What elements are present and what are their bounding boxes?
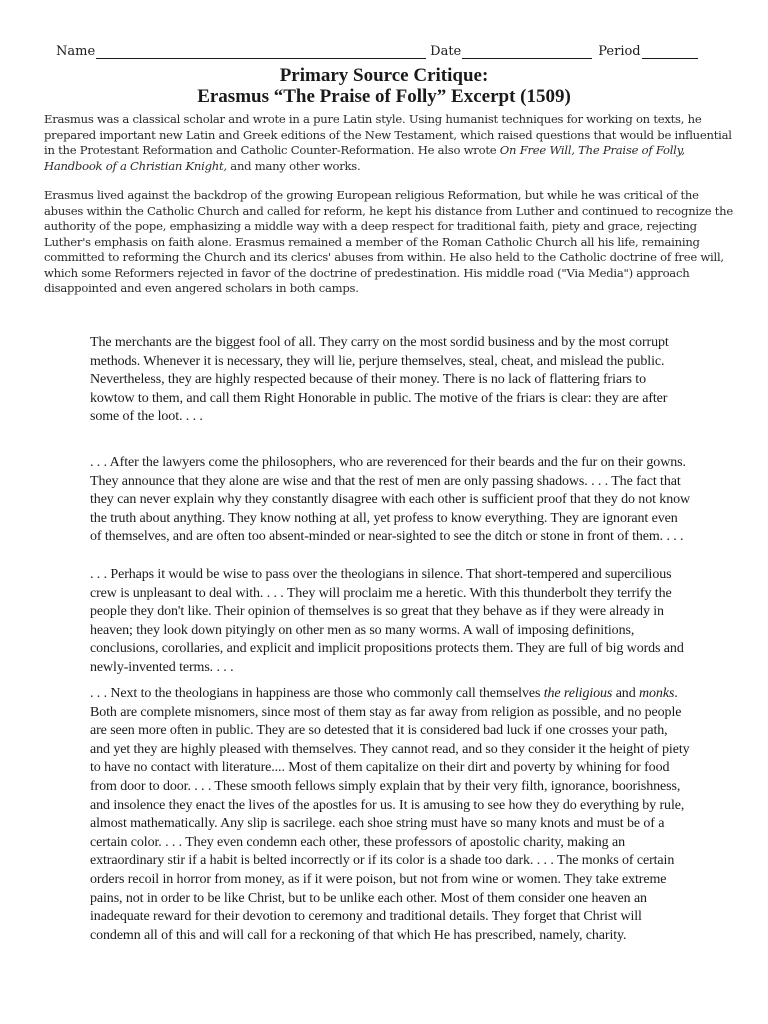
intro-works-list: On Free Will, The Praise of Folly, Handbook of a Christian Knight, xyxy=(44,143,685,173)
excerpt-paragraph-philosophers: . . . After the lawyers come the philosophers, who are reverenced for their beards and the fur on their gowns. They announce that they alone are wise and that the rest of men are only passing shadows. . . . The fact that they can never explain why they constantly disagree with each other is sufficient proof that they do not know the truth about anything. They know nothing at all, yet profess to know everything. They are ignorant even of themselves, and are often too absent-minded or near-sighted to see the ditch or stone in front of them. . . . xyxy=(90,455,691,545)
date-blank xyxy=(462,46,592,59)
period-label: Period xyxy=(598,44,641,59)
student-info-line xyxy=(56,44,712,59)
excerpt-paragraph-monks xyxy=(90,685,690,945)
intro-paragraph-1 xyxy=(44,112,734,174)
monks-italic-monks: monks xyxy=(639,686,675,701)
date-label: Date xyxy=(430,44,462,59)
monks-text-start: . . . Next to the theologians in happiness are those who commonly call themselves xyxy=(90,686,544,701)
intro-paragraph-1-text: Erasmus was a classical scholar and wrote in a pure Latin style. Using humanist techniques for working on texts, he prepared important new Latin and Greek editions of the New Testament, which raised questions that would be influential in the Protestant Reformation and Catholic Counter-Reformation. He also wrote xyxy=(44,112,732,157)
monks-italic-religious: the religious xyxy=(543,686,613,701)
excerpt-paragraph-merchants: The merchants are the biggest fool of all. They carry on the most sordid business and by the most corrupt methods. Whenever it is necessary, they will lie, perjure themselves, steal, cheat, and mislead the public. Nevertheless, they are highly respected because of their money. There is no lack of flattering friars to kowtow to them, and call them Right Honorable in public. The motive of the friars is clear: they are after some of the loot. . . . xyxy=(90,335,669,425)
monks-text-and: and xyxy=(612,686,640,701)
intro-paragraph-2: Erasmus lived against the backdrop of the growing European religious Reformation, but while he was critical of the abuses within the Catholic Church and called for reform, he kept his distance from Luther and continued to recognize the authority of the pope, emphasizing a middle way with a deep respect for traditional faith, piety and grace, rejecting Luther's emphasis on faith alone. Erasmus remained a member of the Roman Catholic Church all his life, remaining committed to reforming the Church and its clerics' abuses from within. He also held to the Catholic doctrine of free will, which some Reformers rejected in favor of the doctrine of predestination. His middle road ("Via Media") approach disappointed and even angered scholars in both camps. xyxy=(44,188,734,295)
excerpt-paragraph-theologians: . . . Perhaps it would be wise to pass over the theologians in silence. That short-tempered and supercilious crew is unpleasant to deal with. . . . They will proclaim me a heretic. With this thunderbolt they terrify the people they don't like. Their opinion of themselves is so great that they behave as if they were already in heaven; they look down pityingly on other men as so many worms. A wall of imposing definitions, conclusions, corollaries, and explicit and implicit propositions protects them. They are full of big words and newly-invented terms. . . . xyxy=(90,567,684,675)
page-subtitle: Erasmus “The Praise of Folly” Excerpt (1509) xyxy=(197,86,571,107)
name-blank xyxy=(96,46,426,59)
name-label: Name xyxy=(56,44,96,59)
intro-paragraph-1-end: and many other works. xyxy=(226,158,361,173)
period-blank xyxy=(642,46,698,59)
monks-text-rest: . Both are complete misnomers, since most of them stay as far away from religion as possible, and no people are seen more often in public. They are so detested that it is considered bad luck if one crosses your path, and yet they are highly pleased with themselves. They cannot read, and so they consider it the height of piety to have no contact with literature.... Most of them capitalize on their dirt and poverty by whining for food from door to door. . . . These smooth fellows simply explain that by their very filth, ignorance, boorishness, and insolence they enact the lives of the apostles for us. It is amusing to see how they do everything by rule, almost mathematically. Any slip is sacrilege. each shoe string must have so many knots and must be of a certain color. . . . They even condemn each other, these professors of apostolic charity, making an extraordinary stir if a habit is belted incorrectly or if its color is a shade too dark. . . . The monks of certain orders recoil in horror from money, as if it were poison, but not from wine or women. They take extreme pains, not in order to be like Christ, but to be unlike each other. Most of them consider one heaven an inadequate reward for their devotion to ceremony and traditional details. They forget that Christ will condemn all of this and will call for a reckoning of that which He has prescribed, namely, charity. xyxy=(90,686,690,943)
page-title: Primary Source Critique: xyxy=(279,65,489,86)
